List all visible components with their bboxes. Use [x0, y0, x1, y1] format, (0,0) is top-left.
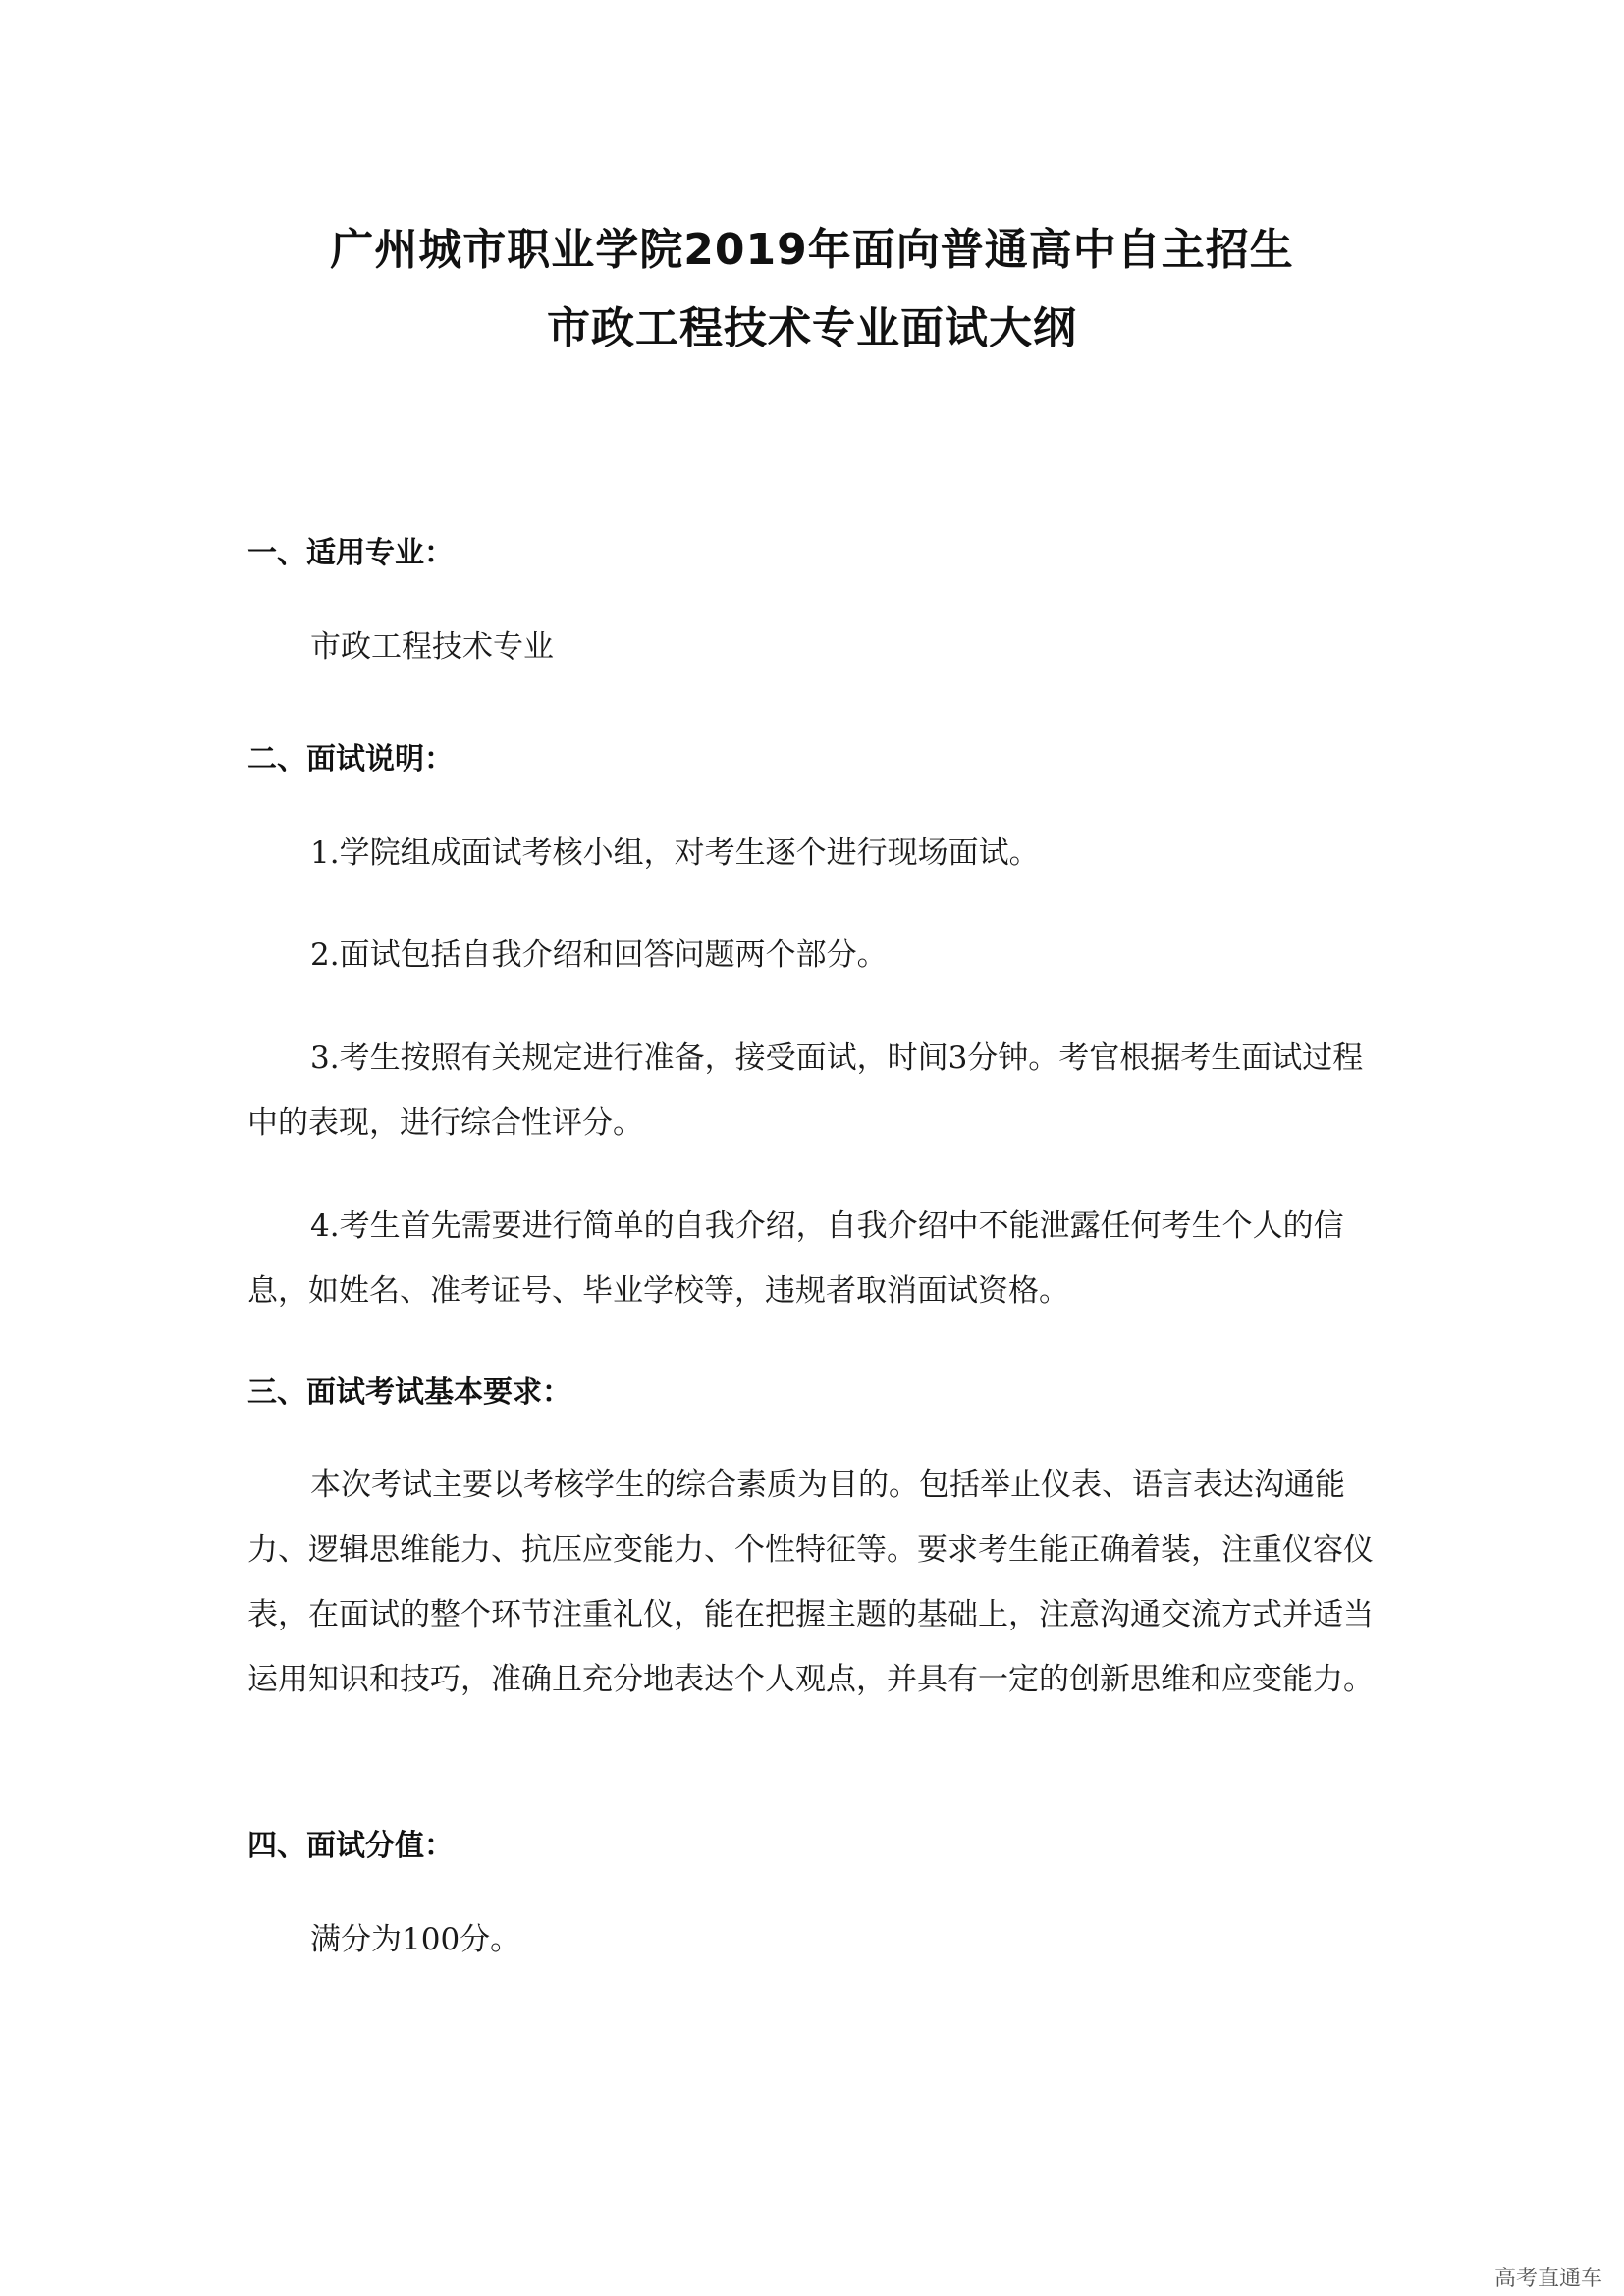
section-heading-interview-notes: 二、面试说明：	[247, 742, 454, 776]
section-paragraph: 4.考生首先需要进行简单的自我介绍，自我介绍中不能泄露任何考生个人的信息，如姓名、准考证号、毕业学校等，违规者取消面试资格。	[247, 1208, 1344, 1308]
section-paragraph: 市政工程技术专业	[310, 629, 554, 665]
watermark-text: 高考直通车	[1493, 2267, 1602, 2291]
section-paragraph: 本次考试主要以考核学生的综合素质为目的。包括举止仪表、语言表达沟通能力、逻辑思维能力、抗压应变能力、个性特征等。要求考生能正确着装，注重仪容仪表，在面试的整个环节注重礼仪，能在把握主题的基础上，注意沟通交流方式并适当运用知识和技巧，准确且充分地表达个人观点，并具有一定的创新思维和应变能力。	[247, 1468, 1374, 1697]
section-paragraph: 1.学院组成面试考核小组，对考生逐个进行现场面试。	[310, 835, 1040, 871]
section-heading-basic-requirements: 三、面试考试基本要求：	[247, 1375, 571, 1410]
section-paragraph: 满分为100分。	[310, 1922, 521, 1957]
section-paragraph: 2.面试包括自我介绍和回答问题两个部分。	[310, 937, 888, 973]
page-title-line-2: 市政工程技术专业面试大纲	[547, 303, 1077, 353]
section-paragraph: 3.考生按照有关规定进行准备，接受面试，时间3分钟。考官根据考生面试过程中的表现，进行综合性评分。	[247, 1041, 1364, 1141]
section-heading-score: 四、面试分值：	[247, 1829, 454, 1863]
section-heading-applicable-major: 一、适用专业：	[247, 536, 454, 570]
page-title-line-1: 广州城市职业学院2019年面向普通高中自主招生	[330, 225, 1294, 275]
